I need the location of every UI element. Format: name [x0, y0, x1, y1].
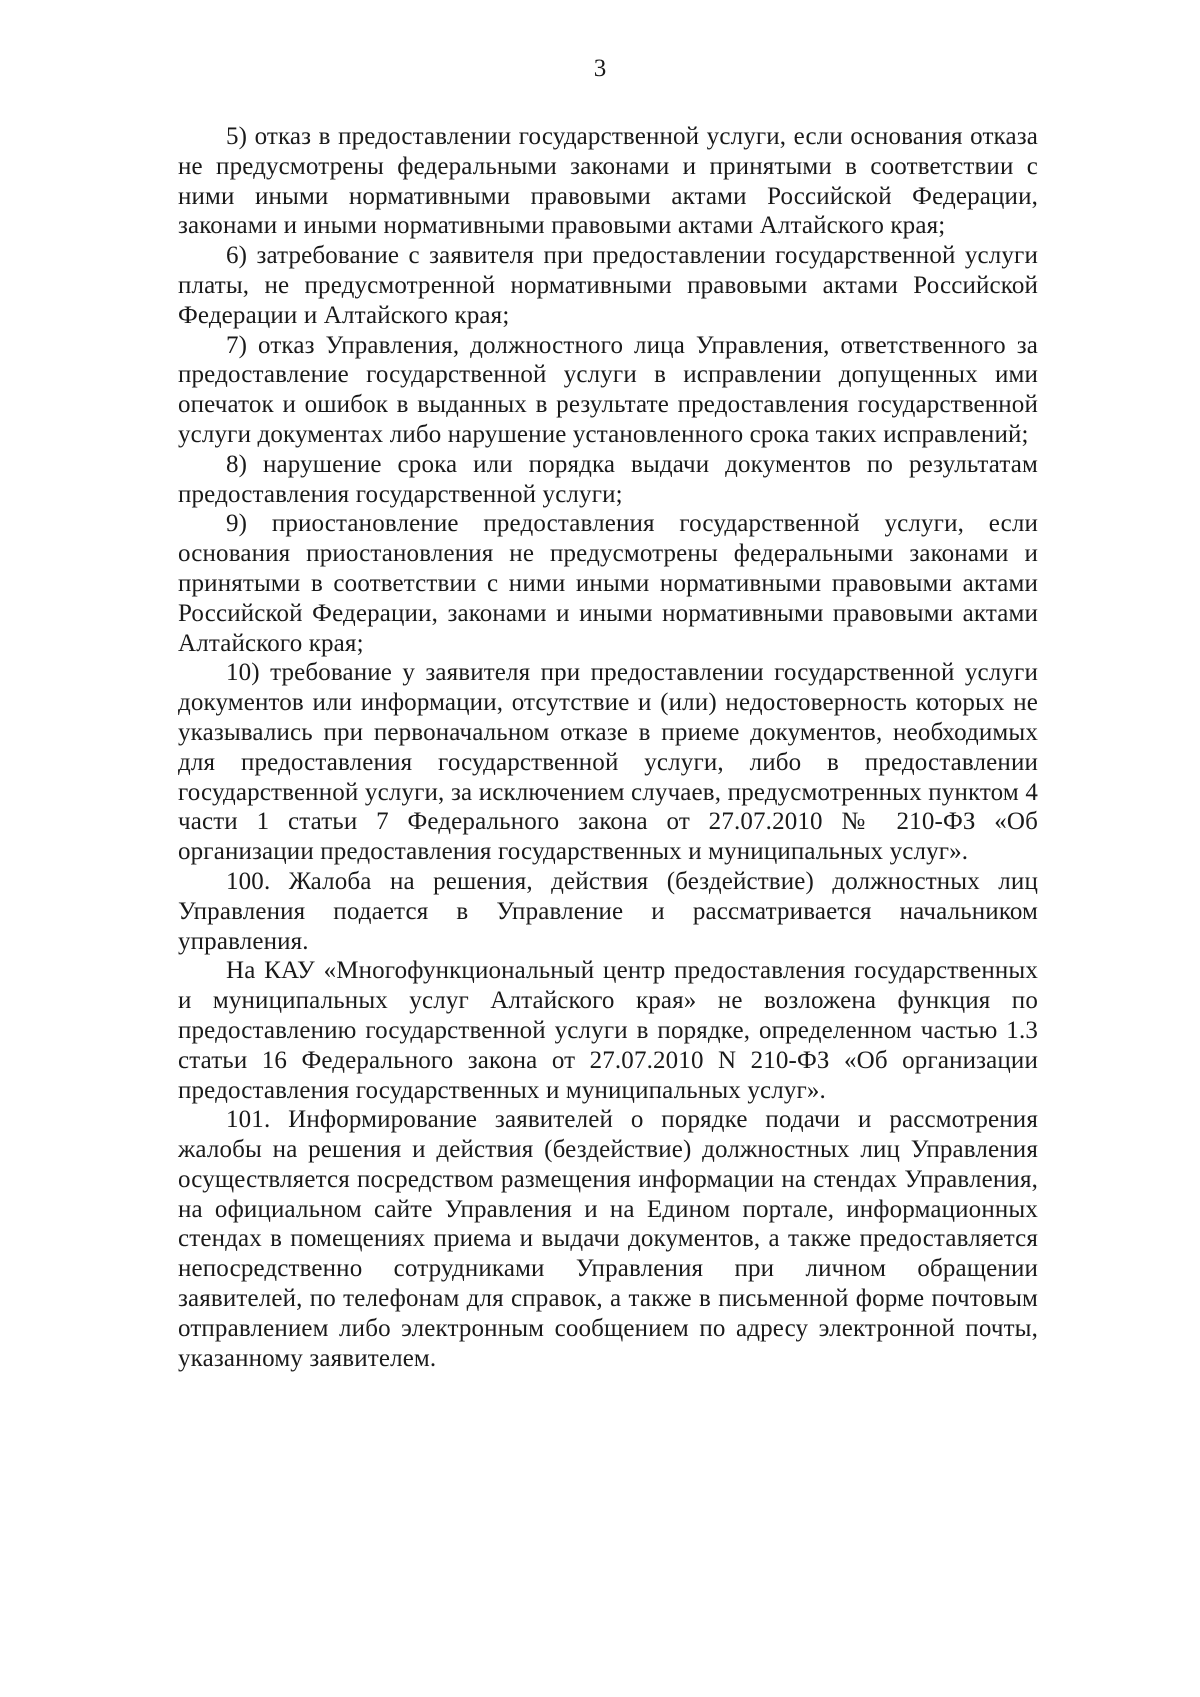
- document-body: [178, 122, 1038, 1373]
- paragraph-item-10: 10) требование у заявителя при предоставлении государственной услуги документов или информации, отсутствие и (или) недостоверность которых не указывались при первоначальном отказе в приеме документов, необходимых для предоставления государственной услуги, либо в предоставлении государственной услуги, за исключением случаев, предусмотренных пунктом 4 части 1 статьи 7 Федерального закона от 27.07.2010 № 210-ФЗ «Об организации предоставления государственных и муниципальных услуг».: [178, 659, 1038, 866]
- paragraph-clause-101: 101. Информирование заявителей о порядке подачи и рассмотрения жалобы на решения и действия (бездействие) должностных лиц Управления осуществляется посредством размещения информации на стендах Управления, на официальном сайте Управления и на Едином портале, информационных стендах в помещениях приема и выдачи документов, а также предоставляется непосредственно сотрудниками Управления при личном обращении заявителей, по телефонам для справок, а также в письменной форме почтовым отправлением либо электронным сообщением по адресу электронной почты, указанному заявителем.: [178, 1106, 1038, 1372]
- paragraph-item-9: 9) приостановление предоставления государственной услуги, если основания приостановления не предусмотрены федеральными законами и принятыми в соответствии с ними иными нормативными правовыми актами Российской Федерации, законами и иными нормативными правовыми актами Алтайского края;: [178, 510, 1038, 657]
- paragraph-mfc-note: На КАУ «Многофункциональный центр предоставления государственных и муниципальных услуг Алтайского края» не возложена функция по предоставлению государственной услуги в порядке, определенном частью 1.3 статьи 16 Федерального закона от 27.07.2010 N 210-ФЗ «Об организации предоставления государственных и муниципальных услуг».: [178, 957, 1038, 1104]
- paragraph-item-5: 5) отказ в предоставлении государственной услуги, если основания отказа не предусмотрены федеральными законами и принятыми в соответствии с ними иными нормативными правовыми актами Российской Федерации, законами и иными нормативными правовыми актами Алтайского края;: [178, 123, 1038, 240]
- paragraph-item-8: 8) нарушение срока или порядка выдачи документов по результатам предоставления государственной услуги;: [178, 450, 1038, 508]
- page-number: 3: [593, 55, 607, 82]
- paragraph-item-6: 6) затребование с заявителя при предоставлении государственной услуги платы, не предусмотренной нормативными правовыми актами Российской Федерации и Алтайского края;: [178, 242, 1038, 329]
- paragraph-item-7: 7) отказ Управления, должностного лица Управления, ответственного за предоставление государственной услуги в исправлении допущенных ими опечаток и ошибок в выданных в результате предоставления государственной услуги документах либо нарушение установленного срока таких исправлений;: [178, 331, 1038, 448]
- paragraph-clause-100: 100. Жалоба на решения, действия (бездействие) должностных лиц Управления подается в Управление и рассматривается начальником управления.: [178, 867, 1038, 955]
